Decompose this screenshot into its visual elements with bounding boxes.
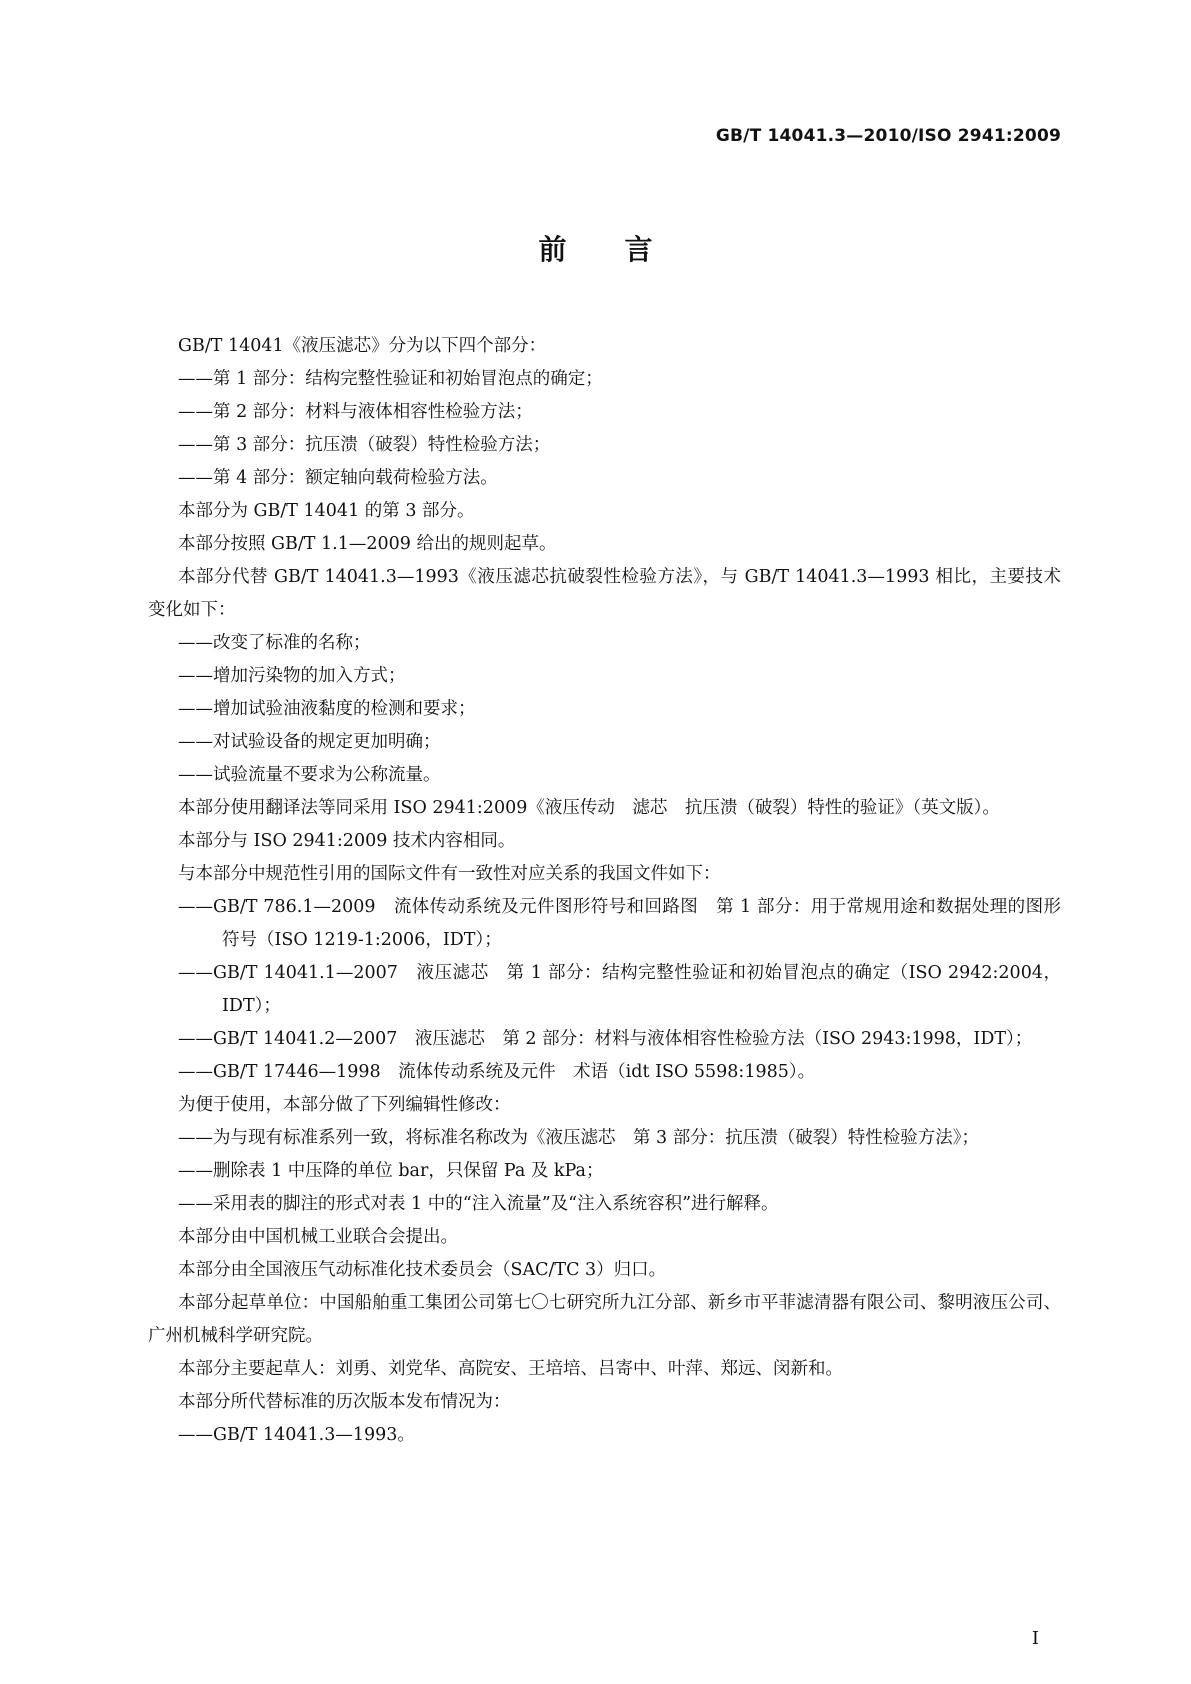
title-char-2: 言 — [624, 233, 653, 266]
paragraph: 为便于使用，本部分做了下列编辑性修改： — [178, 1095, 511, 1115]
preface-body — [148, 330, 1061, 1452]
dash-item: ——GB/T 17446—1998 流体传动系统及元件 术语（idt ISO 5598:1985）。 — [178, 1062, 816, 1082]
paragraph: 本部分使用翻译法等同采用 ISO 2941:2009《液压传动 滤芯 抗压溃（破裂）特性的验证》（英文版）。 — [178, 798, 1000, 818]
dash-item: ——为与现有标准系列一致，将标准名称改为《液压滤芯 第 3 部分：抗压溃（破裂）特性检验方法》； — [178, 1128, 980, 1148]
dash-item: ——增加试验油液黏度的检测和要求； — [178, 699, 476, 719]
dash-item: ——第 1 部分：结构完整性验证和初始冒泡点的确定； — [178, 369, 603, 389]
dash-item: ——GB/T 14041.1—2007 液压滤芯 第 1 部分：结构完整性验证和初始冒泡点的确定（ISO 2942:2004，IDT）； — [178, 963, 1061, 1016]
paragraph: 本部分所代替标准的历次版本发布情况为： — [178, 1392, 511, 1412]
paragraph: 本部分主要起草人：刘勇、刘党华、高院安、王培培、吕寄中、叶萍、郑远、闵新和。 — [178, 1359, 843, 1379]
page-title — [0, 228, 1191, 268]
paragraph: 本部分与 ISO 2941:2009 技术内容相同。 — [178, 831, 516, 851]
standard-code-header: GB/T 14041.3—2010/ISO 2941:2009 — [715, 126, 1061, 146]
title-char-1: 前 — [538, 233, 567, 266]
paragraph: 本部分由中国机械工业联合会提出。 — [178, 1227, 458, 1247]
dash-item: ——GB/T 14041.2—2007 液压滤芯 第 2 部分：材料与液体相容性检验方法（ISO 2943:1998，IDT）； — [178, 1029, 1033, 1049]
dash-item: ——第 4 部分：额定轴向载荷检验方法。 — [178, 468, 498, 488]
page-number: I — [1031, 1628, 1039, 1649]
dash-item: ——采用表的脚注的形式对表 1 中的“注入流量”及“注入系统容积”进行解释。 — [178, 1194, 779, 1214]
paragraph: 本部分按照 GB/T 1.1—2009 给出的规则起草。 — [178, 534, 557, 554]
paragraph: 与本部分中规范性引用的国际文件有一致性对应关系的我国文件如下： — [178, 864, 721, 884]
dash-item: ——增加污染物的加入方式； — [178, 666, 406, 686]
dash-item: ——删除表 1 中压降的单位 bar，只保留 Pa 及 kPa； — [178, 1161, 604, 1181]
dash-item: ——对试验设备的规定更加明确； — [178, 732, 441, 752]
paragraph: 本部分由全国液压气动标准化技术委员会（SAC/TC 3）归口。 — [178, 1260, 667, 1280]
dash-item: ——GB/T 786.1—2009 流体传动系统及元件图形符号和回路图 第 1 部分：用于常规用途和数据处理的图形符号（ISO 1219-1:2006，IDT）； — [178, 897, 1061, 950]
dash-item: ——改变了标准的名称； — [178, 633, 371, 653]
dash-item: ——试验流量不要求为公称流量。 — [178, 765, 441, 785]
paragraph: GB/T 14041《液压滤芯》分为以下四个部分： — [178, 336, 547, 356]
paragraph: 本部分起草单位：中国船舶重工集团公司第七〇七研究所九江分部、新乡市平菲滤清器有限公司、黎明液压公司、广州机械科学研究院。 — [148, 1293, 1061, 1346]
dash-item: ——第 3 部分：抗压溃（破裂）特性检验方法； — [178, 435, 551, 455]
paragraph: 本部分为 GB/T 14041 的第 3 部分。 — [178, 501, 475, 521]
dash-item: ——GB/T 14041.3—1993。 — [178, 1425, 415, 1445]
paragraph: 本部分代替 GB/T 14041.3—1993《液压滤芯抗破裂性检验方法》，与 GB/T 14041.3—1993 相比，主要技术变化如下： — [148, 567, 1061, 620]
dash-item: ——第 2 部分：材料与液体相容性检验方法； — [178, 402, 533, 422]
